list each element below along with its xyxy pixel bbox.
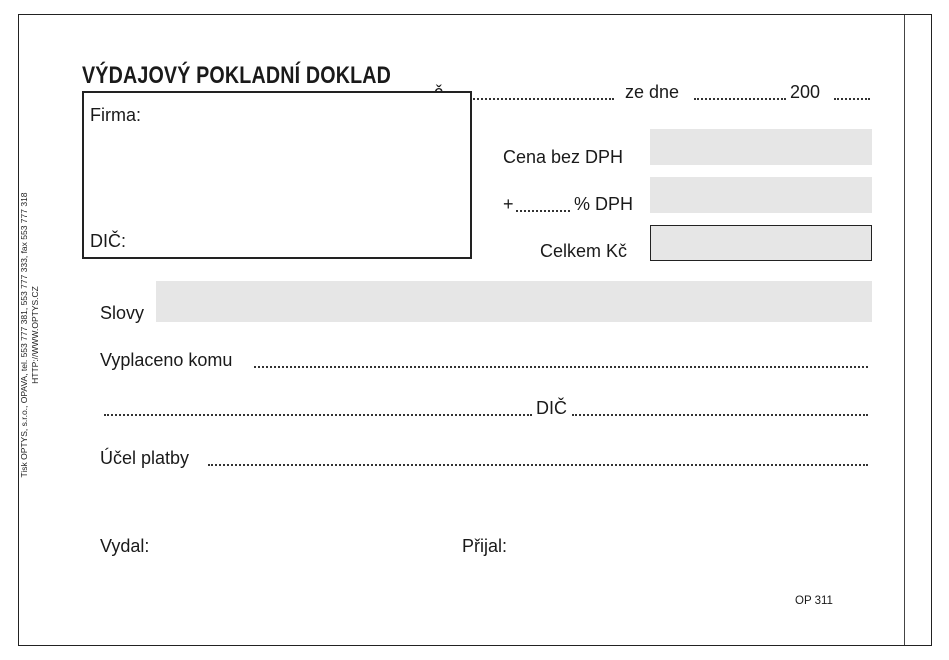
price-without-vat-field[interactable] <box>650 129 872 165</box>
amount-in-words-field[interactable] <box>156 281 872 322</box>
year-field[interactable] <box>834 98 870 100</box>
words-label: Slovy <box>100 303 145 323</box>
printer-imprint <box>19 192 41 477</box>
number-field[interactable] <box>462 98 614 100</box>
purpose-field[interactable] <box>208 464 868 466</box>
total-label: Celkem Kč <box>540 241 628 261</box>
date-day-month-field[interactable] <box>694 98 786 100</box>
purpose-label: Účel platby <box>100 448 190 468</box>
paid-to-address-field[interactable] <box>104 414 532 416</box>
company-dic-label: DIČ: <box>90 231 126 251</box>
document-title: VÝDAJOVÝ POKLADNÍ DOKLAD <box>82 62 392 89</box>
recipient-dic-label: DIČ <box>536 398 567 418</box>
vat-rate-field[interactable] <box>516 210 570 212</box>
company-box[interactable] <box>82 91 472 259</box>
price-without-vat-label: Cena bez DPH <box>503 147 624 167</box>
received-by-label: Přijal: <box>462 536 508 556</box>
imprint-line-2: HTTP://WWW.OPTYS.CZ <box>30 286 40 384</box>
form-code: OP 311 <box>795 595 833 607</box>
date-label: ze dne <box>625 82 680 102</box>
recipient-dic-field[interactable] <box>572 414 868 416</box>
total-field[interactable] <box>650 225 872 261</box>
vat-plus-sign: + <box>503 194 514 214</box>
stub-divider-line <box>904 15 905 645</box>
vat-amount-field[interactable] <box>650 177 872 213</box>
vat-percent-label: % DPH <box>574 194 634 214</box>
year-prefix: 200 <box>790 82 821 102</box>
imprint-line-1: Tisk OPTYS, s.r.o., OPAVA, tel. 553 777 381, 553 777 333, fax 553 777 318 <box>19 192 29 478</box>
issued-by-label: Vydal: <box>100 536 150 556</box>
paid-to-field[interactable] <box>254 366 868 368</box>
paid-to-label: Vyplaceno komu <box>100 350 233 370</box>
title-row <box>82 62 862 92</box>
company-label: Firma: <box>90 105 141 125</box>
